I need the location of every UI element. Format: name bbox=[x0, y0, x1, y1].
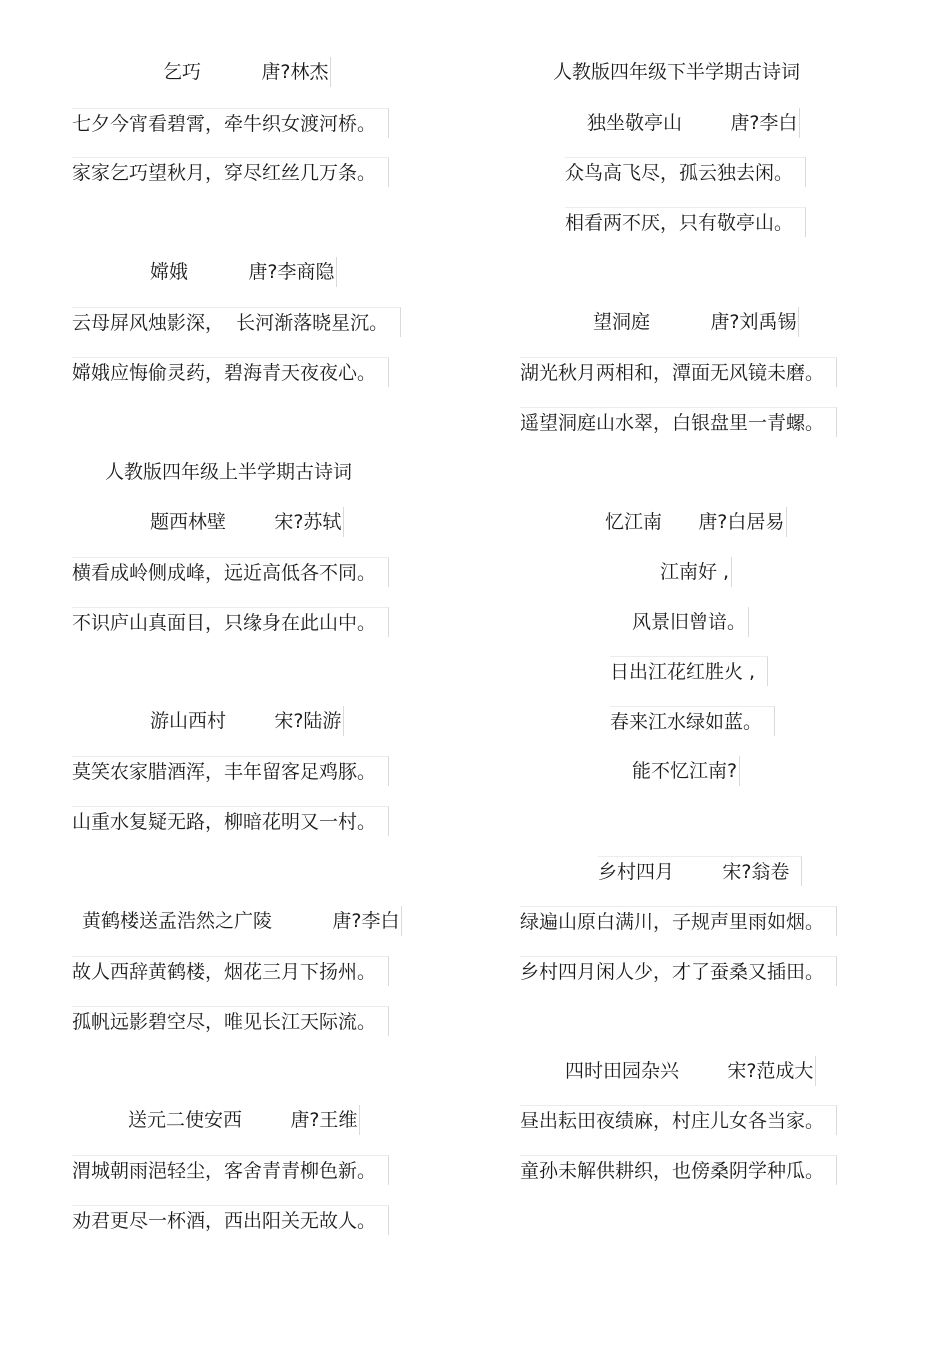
poem-line: 孤帆远影碧空尽，唯见长江天际流。 bbox=[72, 1006, 389, 1036]
poem-line: 风景旧曾谙。 bbox=[632, 607, 749, 637]
poem-line: 江南好 , bbox=[660, 557, 732, 587]
poem-title-yijiangnan: 忆江南 唐?白居易 bbox=[605, 507, 787, 537]
poem-line: 绿遍山原白满川，子规声里雨如烟。 bbox=[520, 906, 837, 936]
section-heading-grade4-term2: 人教版四年级下半学期古诗词 bbox=[553, 61, 801, 83]
poem-line: 山重水复疑无路，柳暗花明又一村。 bbox=[72, 806, 389, 836]
poem-line: 春来江水绿如蓝。 bbox=[610, 706, 775, 736]
poem-line: 横看成岭侧成峰，远近高低各不同。 bbox=[72, 557, 389, 587]
poem-title-duzuojingtingshan: 独坐敬亭山 唐?李白 bbox=[587, 108, 800, 138]
poem-line: 昼出耘田夜绩麻，村庄儿女各当家。 bbox=[520, 1105, 837, 1135]
section-heading-grade4-term1: 人教版四年级上半学期古诗词 bbox=[105, 461, 353, 483]
poem-line: 乡村四月闲人少，才了蚕桑又插田。 bbox=[520, 956, 837, 986]
poem-title-tixilinbi: 题西林壁 宋?苏轼 bbox=[150, 507, 344, 537]
poem-line: 莫笑农家腊酒浑，丰年留客足鸡豚。 bbox=[72, 756, 389, 786]
poem-title-change: 嫦娥 唐?李商隐 bbox=[150, 257, 337, 287]
poem-title-youshanxicun: 游山西村 宋?陆游 bbox=[150, 706, 344, 736]
poem-line: 相看两不厌，只有敬亭山。 bbox=[565, 207, 806, 237]
poem-title-xiangcunsiyue: 乡村四月 宋?翁卷 bbox=[598, 856, 802, 886]
poem-title-qiqiao: 乞巧 唐?林杰 bbox=[163, 57, 331, 87]
poem-line: 众鸟高飞尽，孤云独去闲。 bbox=[565, 157, 806, 187]
poem-line: 嫦娥应悔偷灵药，碧海青天夜夜心。 bbox=[72, 357, 389, 387]
poem-title-sishitianyuan: 四时田园杂兴 宋?范成大 bbox=[565, 1056, 816, 1086]
poem-line: 日出江花红胜火 , bbox=[610, 656, 768, 686]
poem-line: 能不忆江南? bbox=[632, 756, 740, 786]
poem-line: 渭城朝雨浥轻尘，客舍青青柳色新。 bbox=[72, 1155, 389, 1185]
poem-line: 七夕今宵看碧霄，牵牛织女渡河桥。 bbox=[72, 108, 389, 138]
poem-line: 湖光秋月两相和，潭面无风镜未磨。 bbox=[520, 357, 837, 387]
poem-line: 云母屏风烛影深， 长河渐落晓星沉。 bbox=[72, 307, 401, 337]
poem-line: 劝君更尽一杯酒，西出阳关无故人。 bbox=[72, 1205, 389, 1235]
poem-line: 遥望洞庭山水翠，白银盘里一青螺。 bbox=[520, 407, 837, 437]
poem-title-songyuaner: 送元二使安西 唐?王维 bbox=[128, 1105, 360, 1135]
poem-line: 童孙未解供耕织，也傍桑阴学种瓜。 bbox=[520, 1155, 837, 1185]
poem-title-wangdongting: 望洞庭 唐?刘禹锡 bbox=[593, 307, 799, 337]
poem-title-huanghelou: 黄鹤楼送孟浩然之广陵 唐?李白 bbox=[82, 906, 402, 936]
poem-line: 故人西辞黄鹤楼，烟花三月下扬州。 bbox=[72, 956, 389, 986]
poem-line: 家家乞巧望秋月，穿尽红丝几万条。 bbox=[72, 157, 389, 187]
poem-line: 不识庐山真面目，只缘身在此山中。 bbox=[72, 607, 389, 637]
